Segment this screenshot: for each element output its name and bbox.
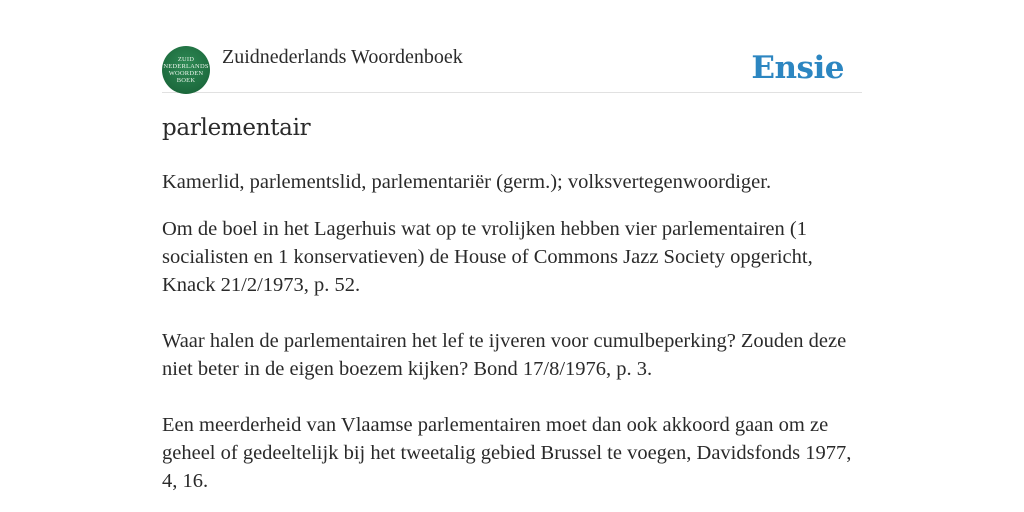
entry-example-2: Waar halen de parlementairen het lef te ijveren voor cumulbeperking? Zouden deze niet beter in de eigen boezem kijken? Bond 17/8/1976, p. 3. <box>162 330 847 380</box>
logo-line: ZUID <box>177 56 195 63</box>
entry-definition: Kamerlid, parlementslid, parlementariër (germ.); volksvertegenwoordiger. <box>162 171 772 193</box>
logo-line: BOEK <box>176 77 196 84</box>
dictionary-name-link[interactable]: Zuidnederlands Woordenboek <box>222 46 463 68</box>
logo-line: NEDERLANDS <box>163 63 209 70</box>
entry-body <box>162 168 862 512</box>
site-header <box>162 44 862 93</box>
entry-example-3: Een meerderheid van Vlaamse parlementairen moet dan ook akkoord gaan om ze geheel of gedeeltelijk bij het tweetalig gebied Brussel te voegen, Davidsfonds 1977, 4, 16. <box>162 414 852 492</box>
entry-example-1: Om de boel in het Lagerhuis wat op te vrolijken hebben vier parlementairen (1 socialisten en 1 konservatieven) de House of Commons Jazz Society opgericht, Knack 21/2/1973, p. 52. <box>162 218 813 296</box>
ensie-brand-logo[interactable]: Ensie <box>751 50 844 86</box>
logo-line: WOORDEN <box>168 70 204 77</box>
dictionary-logo[interactable] <box>162 46 210 94</box>
entry-headword: parlementair <box>162 115 311 141</box>
